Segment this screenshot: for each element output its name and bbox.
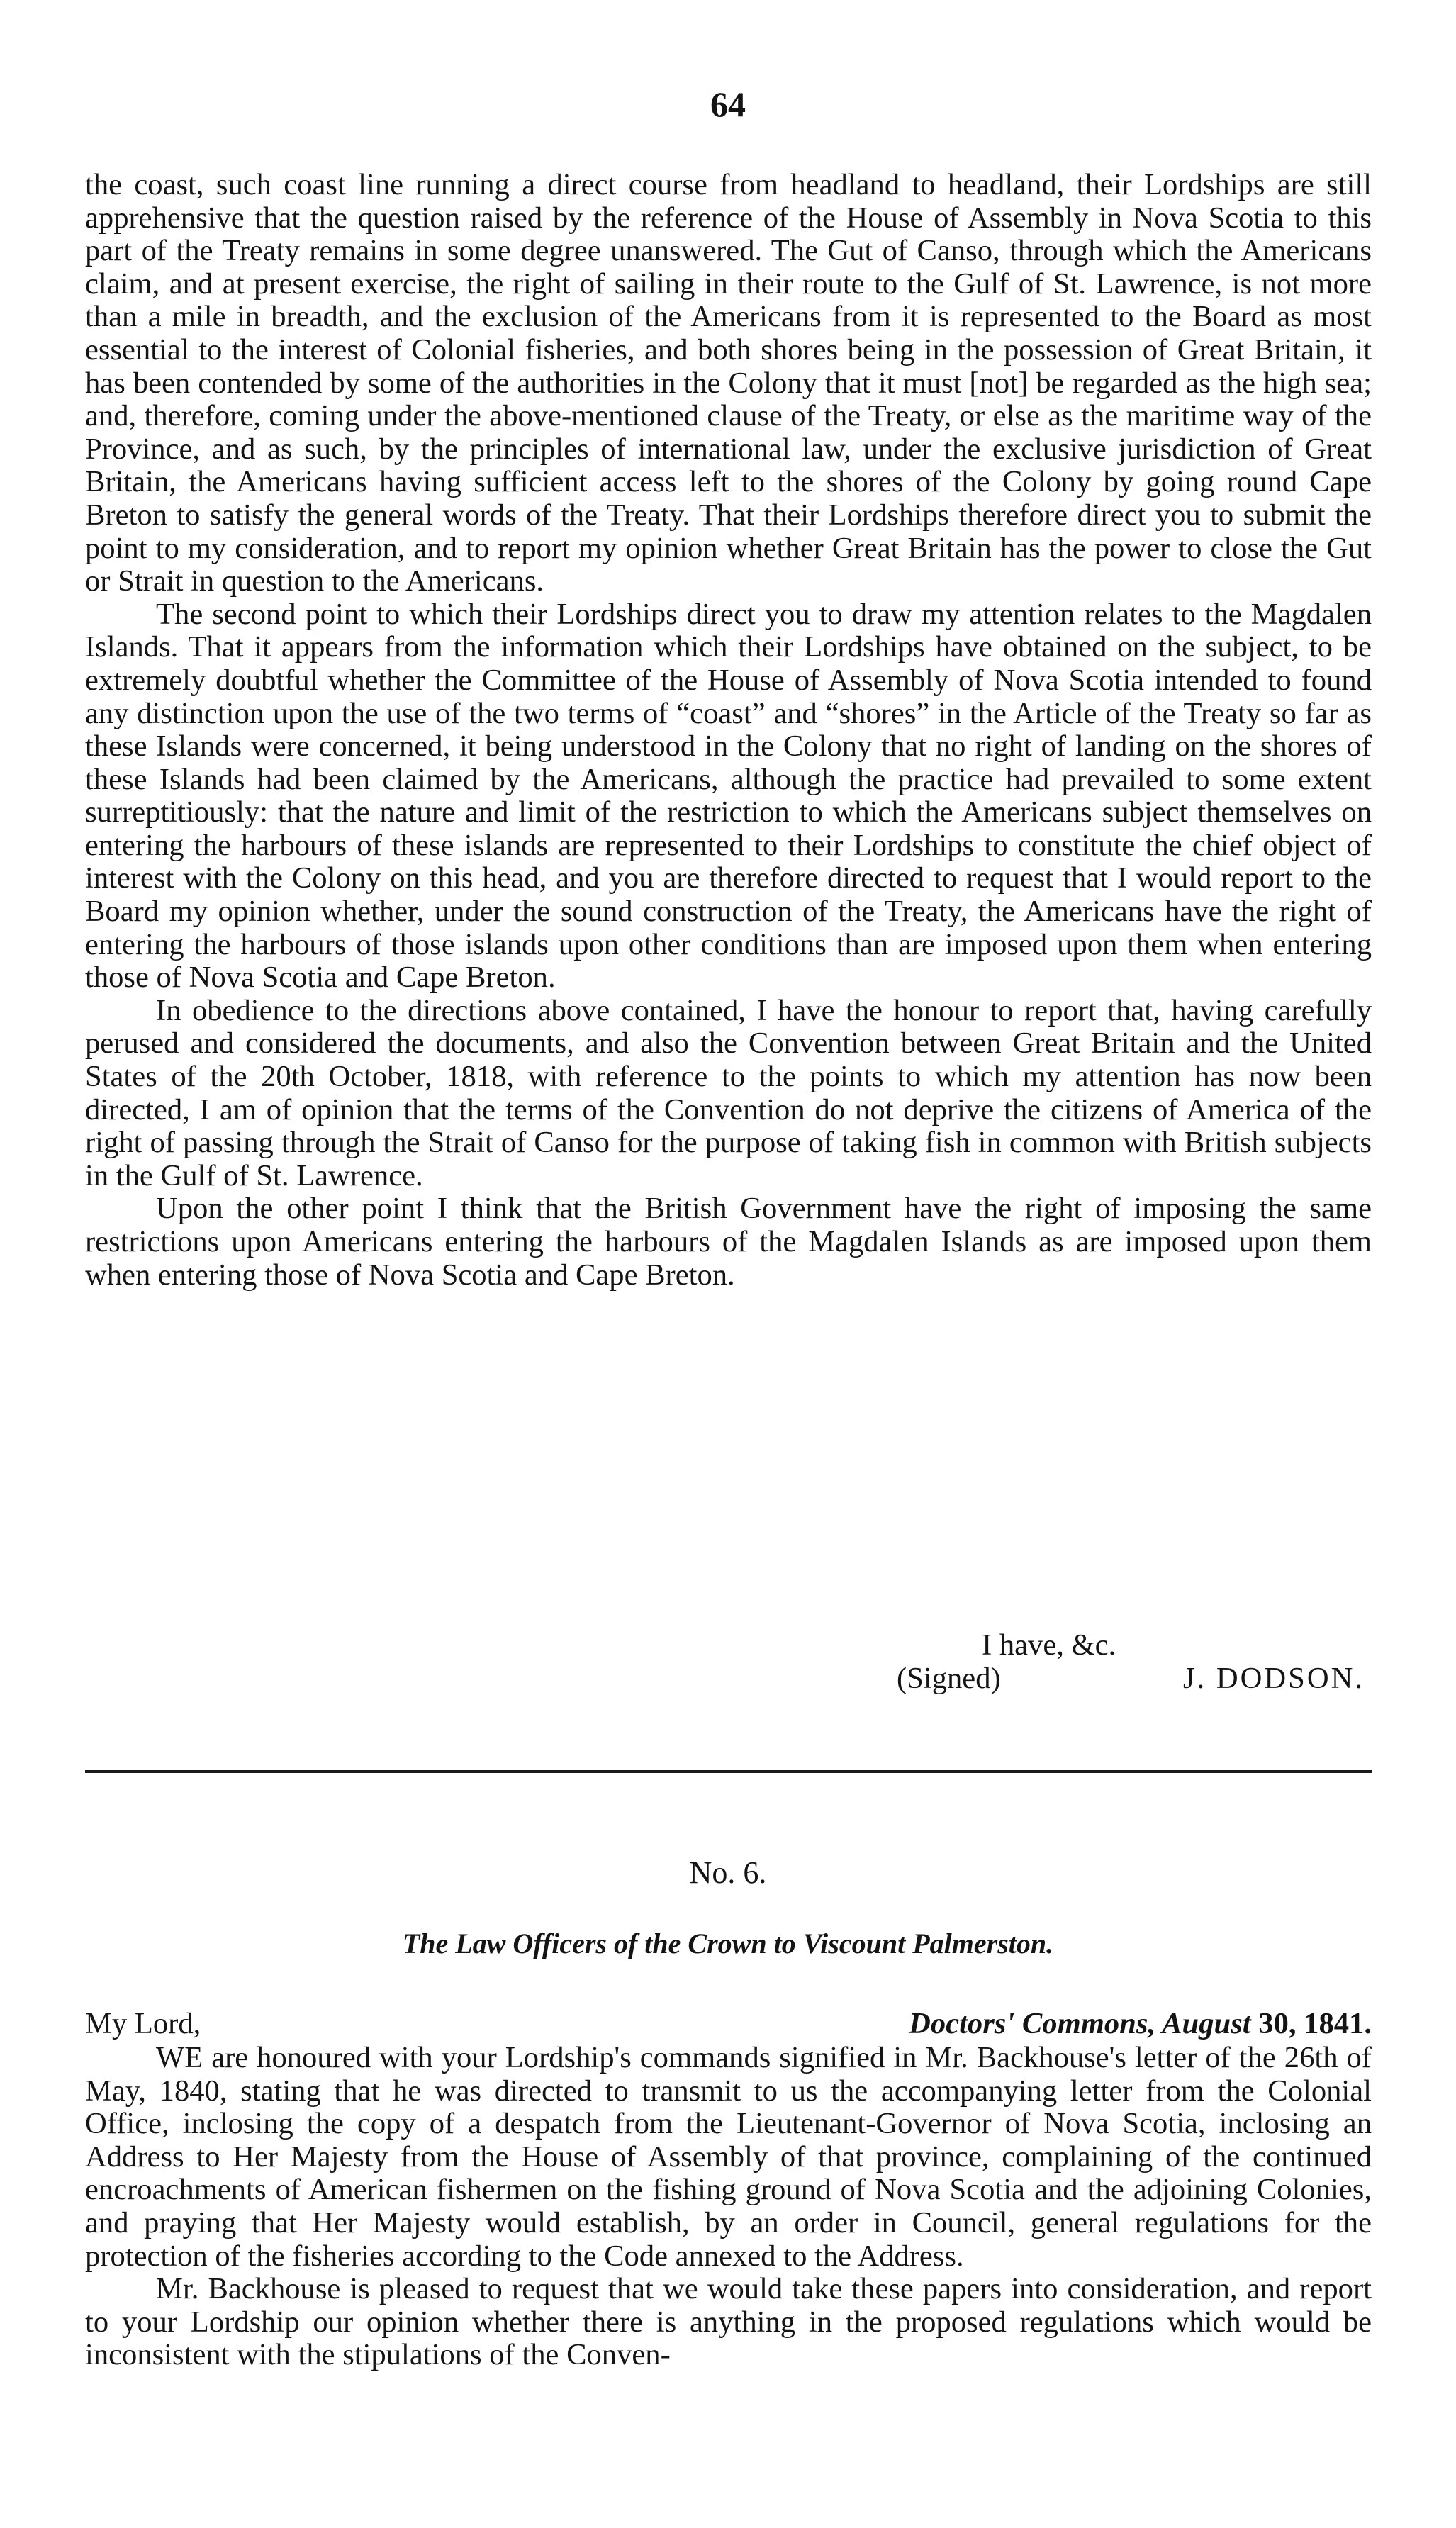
signature-line <box>897 1662 1365 1696</box>
top-section-text <box>85 169 1372 1292</box>
salutation: My Lord, <box>85 2007 201 2040</box>
dateline <box>909 2008 1372 2041</box>
page-number: 64 <box>710 84 746 124</box>
paragraph: the coast, such coast line running a direct course from headland to headland, their Lordships are still apprehensive that the question raised by the reference of the House of Assembly in Nova Scotia to this part of the Treaty remains in some degree unanswered. The Gut of Canso, through which the Americans claim, and at present exercise, the right of sailing in their route to the Gulf of St. Lawrence, is not more than a mile in breadth, and the exclusion of the Americans from it is represented to the Board as most essential to the interest of Colonial fisheries, and both shores being in the possession of Great Britain, it has been contended by some of the authorities in the Colony that it must [not] be regarded as the high sea; and, therefore, coming under the above-mentioned clause of the Treaty, or else as the maritime way of the Province, and as such, by the principles of international law, under the exclusive jurisdiction of Great Britain, the Americans having sufficient access left to the shores of the Colony by going round Cape Breton to satisfy the general words of the Treaty. That their Lordships therefore direct you to submit the point to my consideration, and to report my opinion whether Great Britain has the power to close the Gut or Strait in question to the Americans. <box>85 168 1372 598</box>
document-body <box>85 2042 1372 2372</box>
paragraph: In obedience to the directions above contained, I have the honour to report that, having carefully perused and considered the documents, and also the Convention between Great Britain and the United States of the 20th October, 1818, with reference to the points to which my attention has now been directed, I am of opinion that the terms of the Convention do not deprive the citizens of America of the right of passing through the Strait of Canso for the purpose of taking fish in common with British subjects in the Gulf of St. Lawrence. <box>85 993 1372 1192</box>
paragraph: WE are honoured with your Lordship's commands signified in Mr. Backhouse's letter of the 26th of May, 1840, stating that he was directed to transmit to us the accompanying letter from the Colonial Office, inclosing the copy of a despatch from the Lieutenant-Governor of Nova Scotia, inclosing an Address to Her Majesty from the House of Assembly of that province, complaining of the continued encroachments of American fishermen on the fishing ground of Nova Scotia and the adjoining Colonies, and praying that Her Majesty would establish, by an order in Council, general regulations for the protection of the fisheries according to the Code annexed to the Address. <box>85 2041 1372 2273</box>
closing-phrase: I have, &c. <box>982 1628 1116 1662</box>
signed-label: (Signed) <box>897 1661 1001 1695</box>
section-divider <box>85 1770 1372 1773</box>
paragraph: The second point to which their Lordships direct you to draw my attention relates to the Magdalen Islands. That it appears from the information which their Lordships have obtained on the subject, to be extremely doubtful whether the Committee of the House of Assembly of Nova Scotia intended to found any distinction upon the use of the two terms of “coast” and “shores” in the Article of the Treaty so far as these Islands were concerned, it being understood in the Colony that no right of landing on the shores of these Islands had been claimed by the Americans, although the practice had prevailed to some extent surreptitiously: that the nature and limit of the restriction to which the Americans subject themselves on entering the harbours of these islands are represented to their Lordships to constitute the chief object of interest with the Colony on this head, and you are therefore directed to request that I would report to the Board my opinion whether, under the sound construction of the Treaty, the Americans have the right of entering the harbours of those islands upon other conditions than are imposed upon them when entering those of Nova Scotia and Cape Breton. <box>85 597 1372 995</box>
paragraph: Upon the other point I think that the British Government have the right of imposing the same restrictions upon Americans entering the harbours of the Magdalen Islands as are imposed upon them when entering those of Nova Scotia and Cape Breton. <box>85 1192 1372 1292</box>
letter-closing <box>897 1629 1365 1695</box>
paragraph: Mr. Backhouse is pleased to request that we would take these papers into consideration, and report to your Lordship our opinion whether there is anything in the proposed regulations which would be inconsistent with the stipulations of the Conven- <box>85 2272 1372 2372</box>
signer-name: J. DODSON. <box>1182 1661 1365 1695</box>
document-heading: The Law Officers of the Crown to Viscount Palmerston. <box>402 1928 1054 1959</box>
document-number: No. 6. <box>689 1855 767 1890</box>
dateline-date: 30, 1841. <box>1258 2007 1372 2040</box>
dateline-place: Doctors' Commons, August <box>909 2007 1251 2040</box>
